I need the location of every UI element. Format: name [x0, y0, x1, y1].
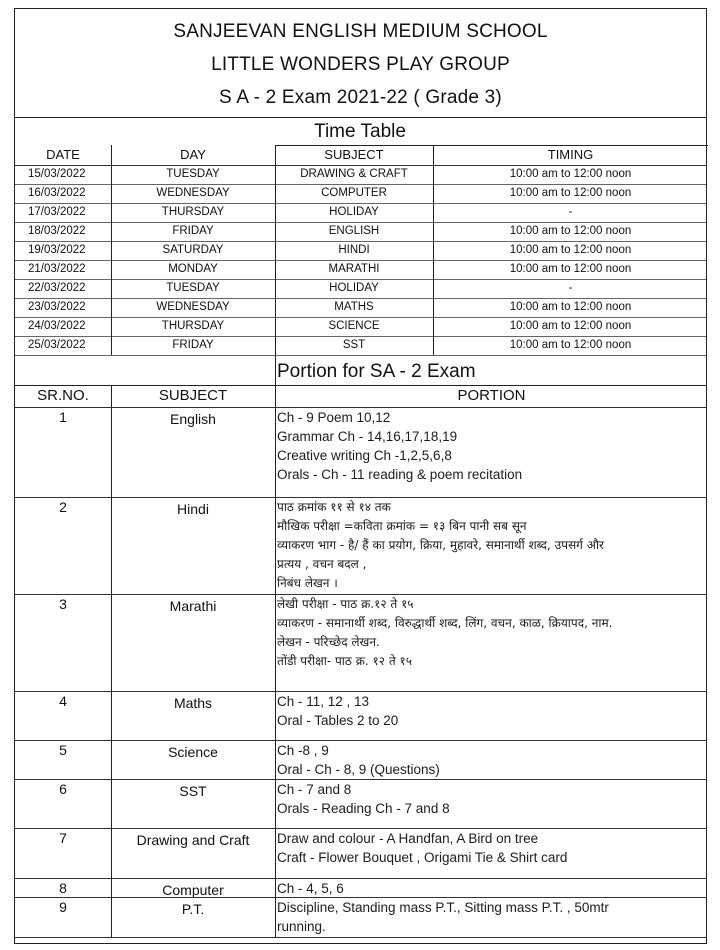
portion-col-header: SR.NO. — [37, 387, 89, 404]
portion-text-line: Oral - Ch - 8, 9 (Questions) — [277, 762, 440, 777]
portion-sr-no: 4 — [59, 693, 67, 709]
timetable-cell: THURSDAY — [161, 206, 225, 218]
column-divider — [275, 385, 276, 937]
timetable-cell: 10:00 am to 12:00 noon — [509, 339, 632, 351]
portion-text-line: प्रत्यय , वचन बदल , — [277, 557, 367, 571]
exam-title: S A - 2 Exam 2021-22 ( Grade 3) — [219, 87, 502, 108]
portion-subject: Computer — [162, 882, 224, 898]
portion-text-line: Draw and colour - A Handfan, A Bird on tree — [277, 831, 539, 846]
portion-text-line: लेखी परीक्षा - पाठ क्र.१२ ते १५ — [277, 597, 414, 611]
column-divider — [111, 385, 112, 937]
timetable-cell: WEDNESDAY — [156, 301, 230, 313]
portion-sr-no: 7 — [59, 830, 67, 846]
row-divider — [15, 355, 706, 356]
timetable-cell: SST — [342, 339, 366, 351]
timetable-cell: 10:00 am to 12:00 noon — [509, 225, 632, 237]
timetable-cell: WEDNESDAY — [156, 187, 230, 199]
timetable-cell: FRIDAY — [172, 225, 214, 237]
portion-sr-no: 6 — [59, 781, 67, 797]
portion-subject: Hindi — [177, 501, 209, 517]
timetable-cell: 10:00 am to 12:00 noon — [509, 320, 632, 332]
timetable-cell: COMPUTER — [321, 187, 387, 199]
portion-text-line: Ch -8 , 9 — [277, 743, 329, 758]
portion-col-header: SUBJECT — [158, 387, 228, 404]
portion-text-line: लेखन - परिच्छेद लेखन. — [277, 635, 380, 649]
portion-text-line: Ch - 9 Poem 10,12 — [277, 410, 391, 425]
group-name: LITTLE WONDERS PLAY GROUP — [211, 54, 510, 75]
timetable-cell: - — [568, 282, 573, 294]
timetable-cell: 10:00 am to 12:00 noon — [509, 168, 632, 180]
timetable-col-header: DAY — [180, 147, 206, 162]
portion-subject: Marathi — [169, 598, 217, 614]
portion-text-line: निबंध लेखन । — [277, 576, 338, 590]
timetable-cell: THURSDAY — [161, 320, 225, 332]
timetable-col-header: DATE — [46, 147, 80, 162]
timetable-cell: ENGLISH — [328, 225, 380, 237]
timetable-title: Time Table — [314, 121, 406, 142]
portion-subject: P.T. — [181, 901, 205, 917]
divider — [15, 117, 706, 118]
portion-subject: Science — [168, 744, 218, 760]
school-name: SANJEEVAN ENGLISH MEDIUM SCHOOL — [173, 21, 548, 42]
row-divider — [15, 937, 706, 938]
timetable-cell: 19/03/2022 — [28, 244, 86, 256]
portion-text-line: Orals - Reading Ch - 7 and 8 — [277, 801, 450, 816]
portion-text-line: Craft - Flower Bouquet , Origami Tie & Shirt card — [277, 850, 568, 865]
timetable-cell: 21/03/2022 — [28, 263, 86, 275]
portion-sr-no: 8 — [59, 880, 67, 896]
timetable-cell: TUESDAY — [166, 282, 220, 294]
portion-sr-no: 1 — [59, 409, 67, 425]
portion-text-line: Grammar Ch - 14,16,17,18,19 — [277, 429, 458, 444]
portion-text-line: पाठ क्रमांक ११ से १४ तक — [277, 500, 391, 514]
portion-text-line: Ch - 11, 12 , 13 — [277, 694, 370, 709]
timetable-cell: 10:00 am to 12:00 noon — [509, 187, 632, 199]
timetable-cell: FRIDAY — [172, 339, 214, 351]
school-header — [15, 9, 706, 117]
timetable-cell: HOLIDAY — [329, 282, 379, 294]
portion-sr-no: 2 — [59, 499, 67, 515]
portion-subject: Drawing and Craft — [136, 832, 250, 848]
timetable-cell: 10:00 am to 12:00 noon — [509, 301, 632, 313]
portion-text-line: Discipline, Standing mass P.T., Sitting mass P.T. , 50mtr — [277, 900, 609, 915]
portion-text-line: तोंडी परीक्षा- पाठ क्र. १२ ते १५ — [277, 654, 412, 668]
column-divider — [111, 145, 112, 355]
timetable-cell: 10:00 am to 12:00 noon — [509, 244, 632, 256]
timetable-cell: 25/03/2022 — [28, 339, 86, 351]
portion-text-line: मौखिक परीक्षा =कविता क्रमांक = १३ बिन पानी सब सून — [277, 519, 527, 533]
portion-sr-no: 5 — [59, 742, 67, 758]
timetable-cell: TUESDAY — [166, 168, 220, 180]
portion-text-line: Creative writing Ch -1,2,5,6,8 — [277, 448, 452, 463]
timetable-cell: - — [568, 206, 573, 218]
timetable-cell: MARATHI — [328, 263, 380, 275]
portion-title: Portion for SA - 2 Exam — [277, 361, 476, 382]
portion-text-line: व्याकरण भाग - है/ हैं का प्रयोग, क्रिया, मुहावरे, समानार्थी शब्द, उपसर्ग और — [277, 538, 604, 552]
portion-subject: Maths — [173, 695, 213, 711]
timetable-cell: 18/03/2022 — [28, 225, 86, 237]
portion-subject: English — [170, 411, 216, 427]
timetable-cell: MONDAY — [168, 263, 218, 275]
timetable-cell: 16/03/2022 — [28, 187, 86, 199]
timetable-col-header: SUBJECT — [324, 147, 384, 162]
timetable-col-header: TIMING — [547, 147, 594, 162]
exam-sheet — [14, 8, 707, 944]
portion-text-line: running. — [277, 919, 326, 934]
portion-sr-no: 9 — [59, 899, 67, 915]
timetable-cell: HINDI — [338, 244, 370, 256]
column-divider — [275, 145, 276, 355]
timetable-cell: HOLIDAY — [329, 206, 379, 218]
timetable-cell: SCIENCE — [328, 320, 380, 332]
column-divider — [433, 145, 434, 355]
portion-col-header: PORTION — [457, 387, 526, 404]
timetable-cell: 17/03/2022 — [28, 206, 86, 218]
portion-text-line: Orals - Ch - 11 reading & poem recitation — [277, 467, 523, 482]
portion-subject: SST — [179, 783, 207, 799]
timetable-cell: 10:00 am to 12:00 noon — [509, 263, 632, 275]
portion-text-line: व्याकरण - समानार्थी शब्द, विरुद्धार्थी शब्द, लिंग, वचन, काळ, क्रियापद, नाम. — [277, 616, 613, 630]
timetable-cell: SATURDAY — [162, 244, 224, 256]
portion-text-line: Oral - Tables 2 to 20 — [277, 713, 399, 728]
timetable-cell: 15/03/2022 — [28, 168, 86, 180]
timetable-cell: MATHS — [334, 301, 374, 313]
timetable-cell: DRAWING & CRAFT — [300, 168, 408, 180]
portion-sr-no: 3 — [59, 596, 67, 612]
timetable-cell: 22/03/2022 — [28, 282, 86, 294]
portion-text-line: Ch - 4, 5, 6 — [277, 881, 344, 896]
portion-text-line: Ch - 7 and 8 — [277, 782, 352, 797]
timetable-cell: 23/03/2022 — [28, 301, 86, 313]
timetable-cell: 24/03/2022 — [28, 320, 86, 332]
